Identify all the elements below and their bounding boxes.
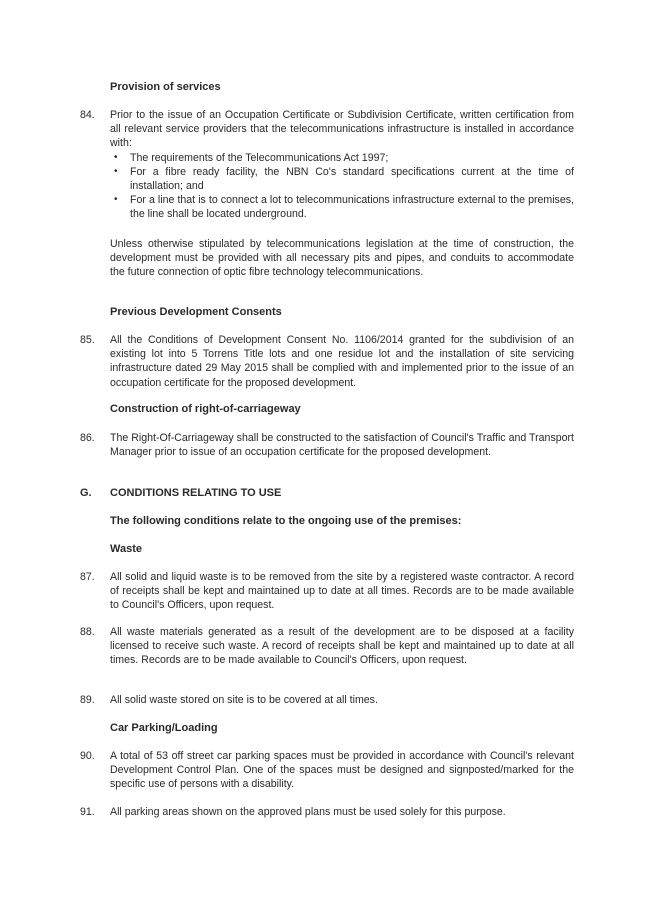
condition-87-text: All solid and liquid waste is to be removed from the site by a registered waste contractor. A record of receipts shall be kept and maintained up to date at all times. Records are to be made available to Council's Officers, upon request. [110,571,574,612]
condition-86-number: 86. [80,432,95,444]
list-item: • The requirements of the Telecommunications Act 1997; [114,151,389,164]
condition-87-number: 87. [80,571,95,583]
heading-car-parking-loading: Car Parking/Loading [110,722,218,734]
condition-84-number: 84. [80,109,95,121]
condition-88-number: 88. [80,626,95,638]
heading-previous-development-consents: Previous Development Consents [110,306,282,318]
condition-90-text: A total of 53 off street car parking spaces must be provided in accordance with Council's relevant Development Control Plan. One of the spaces must be designed and signposted/marked for the specific use of persons with a disability. [110,750,574,791]
bullet-icon: • [114,151,118,163]
bullet-icon: • [114,165,118,177]
condition-84-followup: Unless otherwise stipulated by telecommunications legislation at the time of construction, the development must be provided with all necessary pits and pipes, and conduits to accommodate the future connection of optic fibre technology telecommunications. [110,238,574,279]
section-g-title: CONDITIONS RELATING TO USE [110,487,282,499]
condition-86-text: The Right-Of-Carriageway shall be constructed to the satisfaction of Council's Traffic and Transport Manager prior to issue of an occupation certificate for the proposed development. [110,432,574,459]
condition-90-number: 90. [80,750,95,762]
condition-88-text: All waste materials generated as a result of the development are to be disposed at a facility licensed to receive such waste. A record of receipts shall be kept and maintained up to date at all times. Records are to be made available to Council's Officers, upon request. [110,626,574,667]
section-g-letter: G. [80,487,92,499]
condition-84-intro: Prior to the issue of an Occupation Certificate or Subdivision Certificate, written certification from all relevant service providers that the telecommunications infrastructure is installed in accordance with: [110,109,574,150]
condition-85-number: 85. [80,334,95,346]
bullet-icon: • [114,194,118,206]
list-item: • For a line that is to connect a lot to telecommunications infrastructure external to the premises, the line shall be located underground. [114,194,574,221]
condition-91-text: All parking areas shown on the approved plans must be used solely for this purpose. [110,806,506,818]
heading-waste: Waste [110,543,142,555]
condition-89-text: All solid waste stored on site is to be covered at all times. [110,694,378,706]
condition-91-number: 91. [80,806,95,818]
condition-89-number: 89. [80,694,95,706]
condition-84-bullet-list [110,151,574,222]
heading-provision-of-services: Provision of services [110,81,221,93]
list-item: • For a fibre ready facility, the NBN Co's standard specifications current at the time of installation; and [114,165,574,193]
heading-construction-right-of-carriageway: Construction of right-of-carriageway [110,403,301,415]
condition-84-body [110,108,574,222]
section-g-intro: The following conditions relate to the ongoing use of the premises: [110,515,462,527]
condition-85-text: All the Conditions of Development Consent No. 1106/2014 granted for the subdivision of an existing lot into 5 Torrens Title lots and one residue lot and the installation of site servicing infrastructure dated 29 May 2015 shall be complied with and implemented prior to the issue of an occupation certificate for the proposed development. [110,334,574,389]
